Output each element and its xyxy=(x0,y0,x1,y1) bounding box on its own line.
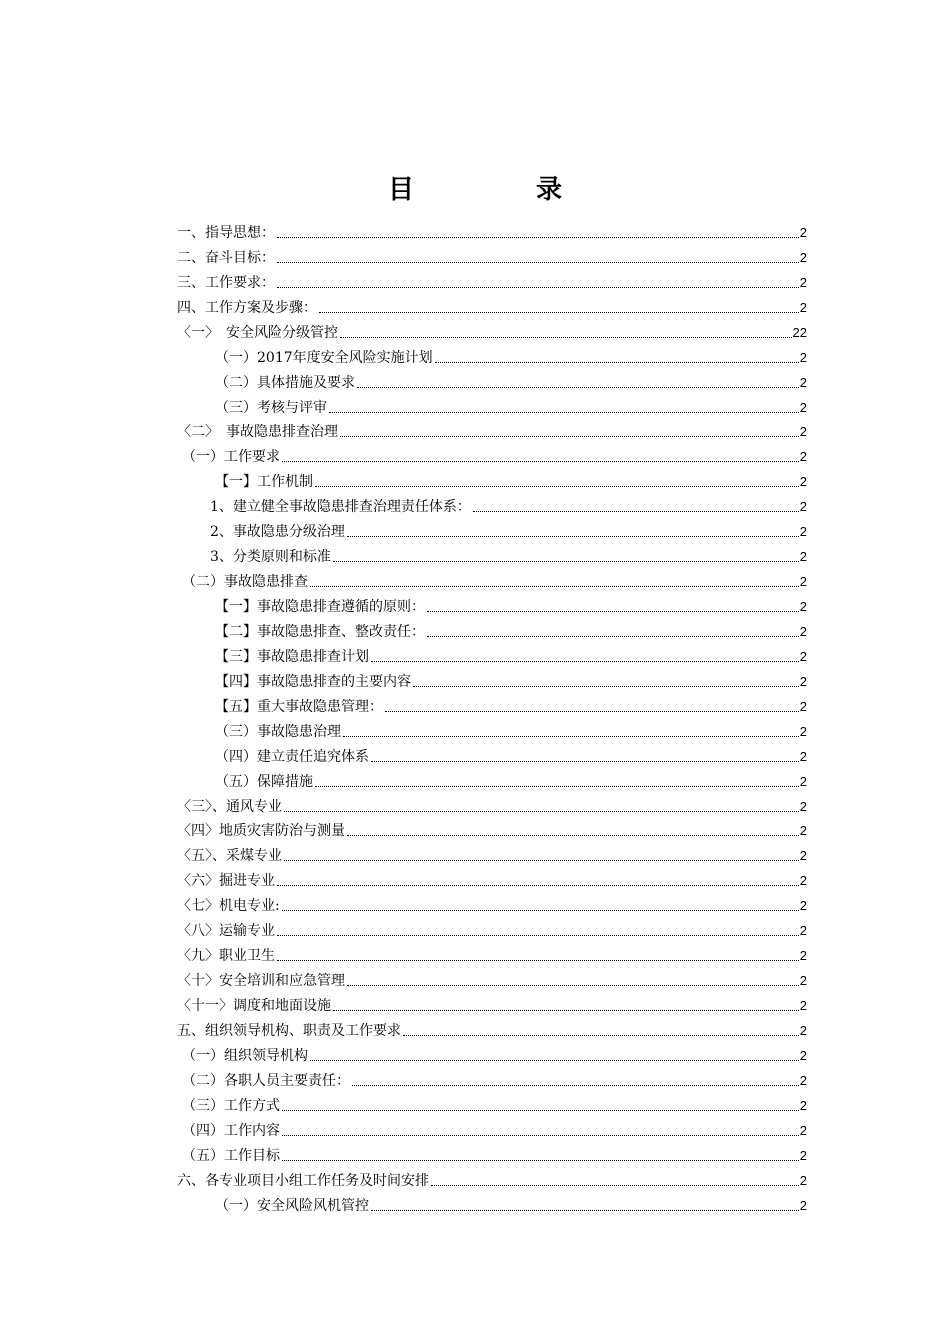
toc-entry[interactable] xyxy=(177,991,807,1016)
toc-entry-text: 一、指导思想： xyxy=(177,224,275,241)
dot-leader xyxy=(413,686,799,687)
toc-entry-text: 【一】事故隐患排查遵循的原则： xyxy=(215,599,425,615)
toc-entry[interactable] xyxy=(177,916,807,941)
toc-entry-text: 〈六〉掘进专业 xyxy=(177,873,275,890)
toc-entry[interactable] xyxy=(177,966,807,991)
toc-page-number: 2 xyxy=(799,873,807,889)
toc-page-number: 2 xyxy=(799,549,807,565)
dot-leader xyxy=(333,1010,799,1011)
toc-entry[interactable] xyxy=(177,1191,807,1216)
dot-leader xyxy=(427,611,799,612)
dot-leader xyxy=(371,1210,799,1211)
toc-entry-text: （五）工作目标 xyxy=(182,1147,280,1164)
toc-entry-text: 〈五〉、采煤专业 xyxy=(177,848,282,865)
toc-entry-text: 【三】事故隐患排查计划 xyxy=(215,648,369,665)
toc-entry-text: 五、组织领导机构、职责及工作要求 xyxy=(177,1022,401,1039)
toc-page-number: 2 xyxy=(799,574,807,590)
toc-page-number: 2 xyxy=(799,474,807,490)
toc-entry[interactable] xyxy=(177,617,807,642)
toc-entry[interactable] xyxy=(177,218,807,243)
toc-entry[interactable] xyxy=(177,343,807,368)
toc-entry-text: （一）安全风险风机管控 xyxy=(215,1197,369,1214)
toc-entry-text: 【四】事故隐患排查的主要内容 xyxy=(215,673,411,690)
toc-entry[interactable] xyxy=(177,792,807,817)
toc-entry[interactable] xyxy=(177,717,807,742)
toc-page-number: 2 xyxy=(799,1072,807,1088)
toc-entry-text: （五）保障措施 xyxy=(215,773,313,790)
toc-page-number: 2 xyxy=(799,424,807,440)
toc-title: 目 录 xyxy=(387,175,610,205)
toc-entry[interactable] xyxy=(177,517,807,542)
toc-entry[interactable] xyxy=(177,592,807,617)
toc-page-number: 2 xyxy=(799,399,807,415)
toc-entry[interactable] xyxy=(177,841,807,866)
toc-entry[interactable] xyxy=(177,1091,807,1116)
dot-leader xyxy=(427,636,799,637)
toc-page-number: 2 xyxy=(799,249,807,265)
toc-page-number: 2 xyxy=(799,224,807,240)
toc-entry-text: （一）2017年度安全风险实施计划 xyxy=(215,349,433,366)
dot-leader xyxy=(340,436,799,437)
toc-page-number: 2 xyxy=(799,923,807,939)
toc-entry-text: 【二】事故隐患排查、整改责任： xyxy=(215,623,425,640)
toc-page-number: 2 xyxy=(799,798,807,814)
toc-entry[interactable] xyxy=(177,692,807,717)
toc-entry-text: 〈四〉地质灾害防治与测量 xyxy=(177,823,345,840)
toc-page-number: 2 xyxy=(799,1047,807,1063)
toc-entry-text: （二）事故隐患排查 xyxy=(182,574,308,591)
toc-entry-text: 〈七〉机电专业: xyxy=(177,898,280,915)
dot-leader xyxy=(277,960,799,961)
toc-entry-text: （二）具体措施及要求 xyxy=(215,374,355,391)
toc-entry-text: 1、建立健全事故隐患排查治理责任体系： xyxy=(210,499,471,516)
toc-entry[interactable] xyxy=(177,467,807,492)
toc-entry-text: 二、奋斗目标： xyxy=(177,249,275,266)
dot-leader xyxy=(371,661,799,662)
toc-entry-text: 3、分类原则和标准 xyxy=(210,549,331,566)
dot-leader xyxy=(473,511,799,512)
dot-leader xyxy=(282,1160,799,1161)
toc-entry[interactable] xyxy=(177,542,807,567)
toc-page-number: 2 xyxy=(799,723,807,739)
toc-entry-text: 〈十一〉调度和地面设施 xyxy=(177,998,331,1014)
dot-leader xyxy=(277,262,799,263)
toc-entry[interactable] xyxy=(177,1066,807,1091)
toc-entry-text: （二）各职人员主要责任： xyxy=(182,1072,350,1089)
dot-leader xyxy=(347,835,799,836)
dot-leader xyxy=(284,811,799,812)
dot-leader xyxy=(277,885,799,886)
toc-page-number: 2 xyxy=(799,1097,807,1113)
toc-entry[interactable] xyxy=(177,492,807,517)
toc-page-number: 2 xyxy=(799,898,807,914)
dot-leader xyxy=(431,1185,799,1186)
toc-entry[interactable] xyxy=(177,567,807,592)
toc-entry-text: 〈一〉 安全风险分级管控 xyxy=(177,324,338,341)
toc-entry[interactable] xyxy=(177,767,807,792)
toc-page-number: 2 xyxy=(799,748,807,764)
toc-entry-text: 三、工作要求： xyxy=(177,274,275,291)
toc-page-number: 2 xyxy=(799,773,807,789)
toc-entry-text: 〈九〉职业卫生 xyxy=(177,948,275,965)
toc-entry-text: （四）建立责任追究体系 xyxy=(215,748,369,765)
dot-leader xyxy=(315,486,799,487)
toc-entry[interactable] xyxy=(177,866,807,891)
toc-entry[interactable] xyxy=(177,642,807,667)
dot-leader xyxy=(282,461,799,462)
toc-page-number: 2 xyxy=(799,948,807,964)
toc-entry[interactable] xyxy=(177,418,807,443)
toc-entry[interactable] xyxy=(177,1116,807,1141)
dot-leader xyxy=(282,910,799,911)
toc-page-number: 2 xyxy=(799,973,807,989)
toc-entry[interactable] xyxy=(177,667,807,692)
dot-leader xyxy=(347,985,799,986)
toc-page-number: 2 xyxy=(799,374,807,390)
dot-leader xyxy=(347,536,799,537)
toc-entry[interactable] xyxy=(177,393,807,418)
toc-page-number: 2 xyxy=(799,848,807,864)
dot-leader xyxy=(352,1085,799,1086)
dot-leader xyxy=(340,337,792,338)
dot-leader xyxy=(277,237,799,238)
toc-entry[interactable] xyxy=(177,293,807,318)
toc-entry[interactable] xyxy=(177,941,807,966)
dot-leader xyxy=(357,387,799,388)
toc-page-number: 2 xyxy=(799,673,807,689)
toc-entry-text: 【五】重大事故隐患管理： xyxy=(215,698,383,715)
toc-entry[interactable] xyxy=(177,442,807,467)
toc-page-number: 2 xyxy=(799,449,807,465)
toc-page-number: 2 xyxy=(799,1147,807,1163)
toc-page-number: 2 xyxy=(799,1197,807,1213)
toc-entry[interactable] xyxy=(177,1166,807,1191)
toc-entry[interactable] xyxy=(177,1016,807,1041)
toc-page-number: 2 xyxy=(799,1122,807,1138)
dot-leader xyxy=(310,1060,799,1061)
dot-leader xyxy=(329,412,799,413)
toc-entry[interactable] xyxy=(177,817,807,842)
toc-page-number: 2 xyxy=(799,274,807,290)
toc-entry-text: 【一】工作机制 xyxy=(215,474,313,491)
dot-leader xyxy=(319,312,799,313)
toc-page-number: 2 xyxy=(799,524,807,540)
toc-page-number: 2 xyxy=(799,1022,807,1038)
toc-page-number: 2 xyxy=(799,998,807,1013)
toc-entry-text: （一）组织领导机构 xyxy=(182,1047,308,1064)
toc-page-number: 2 xyxy=(799,499,807,515)
toc-entry-text: 〈三〉、通风专业 xyxy=(177,798,282,815)
dot-leader xyxy=(403,1035,799,1036)
toc-entry-text: 〈二〉 事故隐患排查治理 xyxy=(177,424,338,441)
dot-leader xyxy=(435,362,799,363)
toc-entry-text: 〈八〉运输专业 xyxy=(177,923,275,940)
toc-entry-text: （三）工作方式 xyxy=(182,1097,280,1114)
dot-leader xyxy=(284,860,799,861)
toc-page-number: 2 xyxy=(799,698,807,714)
dot-leader xyxy=(333,561,799,562)
toc-entry[interactable] xyxy=(177,318,807,343)
toc-entry-text: 六、各专业项目小组工作任务及时间安排 xyxy=(177,1172,429,1189)
dot-leader xyxy=(282,1135,799,1136)
toc-entry-text: 2、事故隐患分级治理 xyxy=(210,524,345,541)
toc-entry-text: （四）工作内容 xyxy=(182,1122,280,1139)
toc-page-number: 2 xyxy=(799,648,807,664)
toc-entry[interactable] xyxy=(177,243,807,268)
dot-leader xyxy=(277,287,799,288)
toc-page-number: 2 xyxy=(799,349,807,365)
dot-leader xyxy=(371,761,799,762)
toc-page-number: 2 xyxy=(799,1172,807,1188)
dot-leader xyxy=(315,786,799,787)
toc-page-number: 2 xyxy=(799,599,807,614)
toc-page-number: 2 xyxy=(799,623,807,639)
toc-entry-text: 四、工作方案及步骤： xyxy=(177,299,317,316)
table-of-contents xyxy=(177,218,807,1216)
dot-leader xyxy=(385,711,799,712)
toc-entry[interactable] xyxy=(177,742,807,767)
toc-entry[interactable] xyxy=(177,368,807,393)
toc-entry[interactable] xyxy=(177,1141,807,1166)
dot-leader xyxy=(310,586,799,587)
toc-entry[interactable] xyxy=(177,891,807,916)
toc-entry[interactable] xyxy=(177,1041,807,1066)
toc-entry-text: 〈十〉安全培训和应急管理 xyxy=(177,973,345,990)
toc-entry-text: （三）考核与评审 xyxy=(215,399,327,416)
dot-leader xyxy=(343,736,799,737)
toc-entry-text: （三）事故隐患治理 xyxy=(215,723,341,740)
toc-page-number: 2 xyxy=(799,823,807,839)
dot-leader xyxy=(277,935,799,936)
toc-entry-text: （一）工作要求 xyxy=(182,449,280,466)
toc-page-number: 22 xyxy=(792,324,807,340)
toc-entry[interactable] xyxy=(177,268,807,293)
toc-page-number: 2 xyxy=(799,299,807,315)
dot-leader xyxy=(282,1110,799,1111)
